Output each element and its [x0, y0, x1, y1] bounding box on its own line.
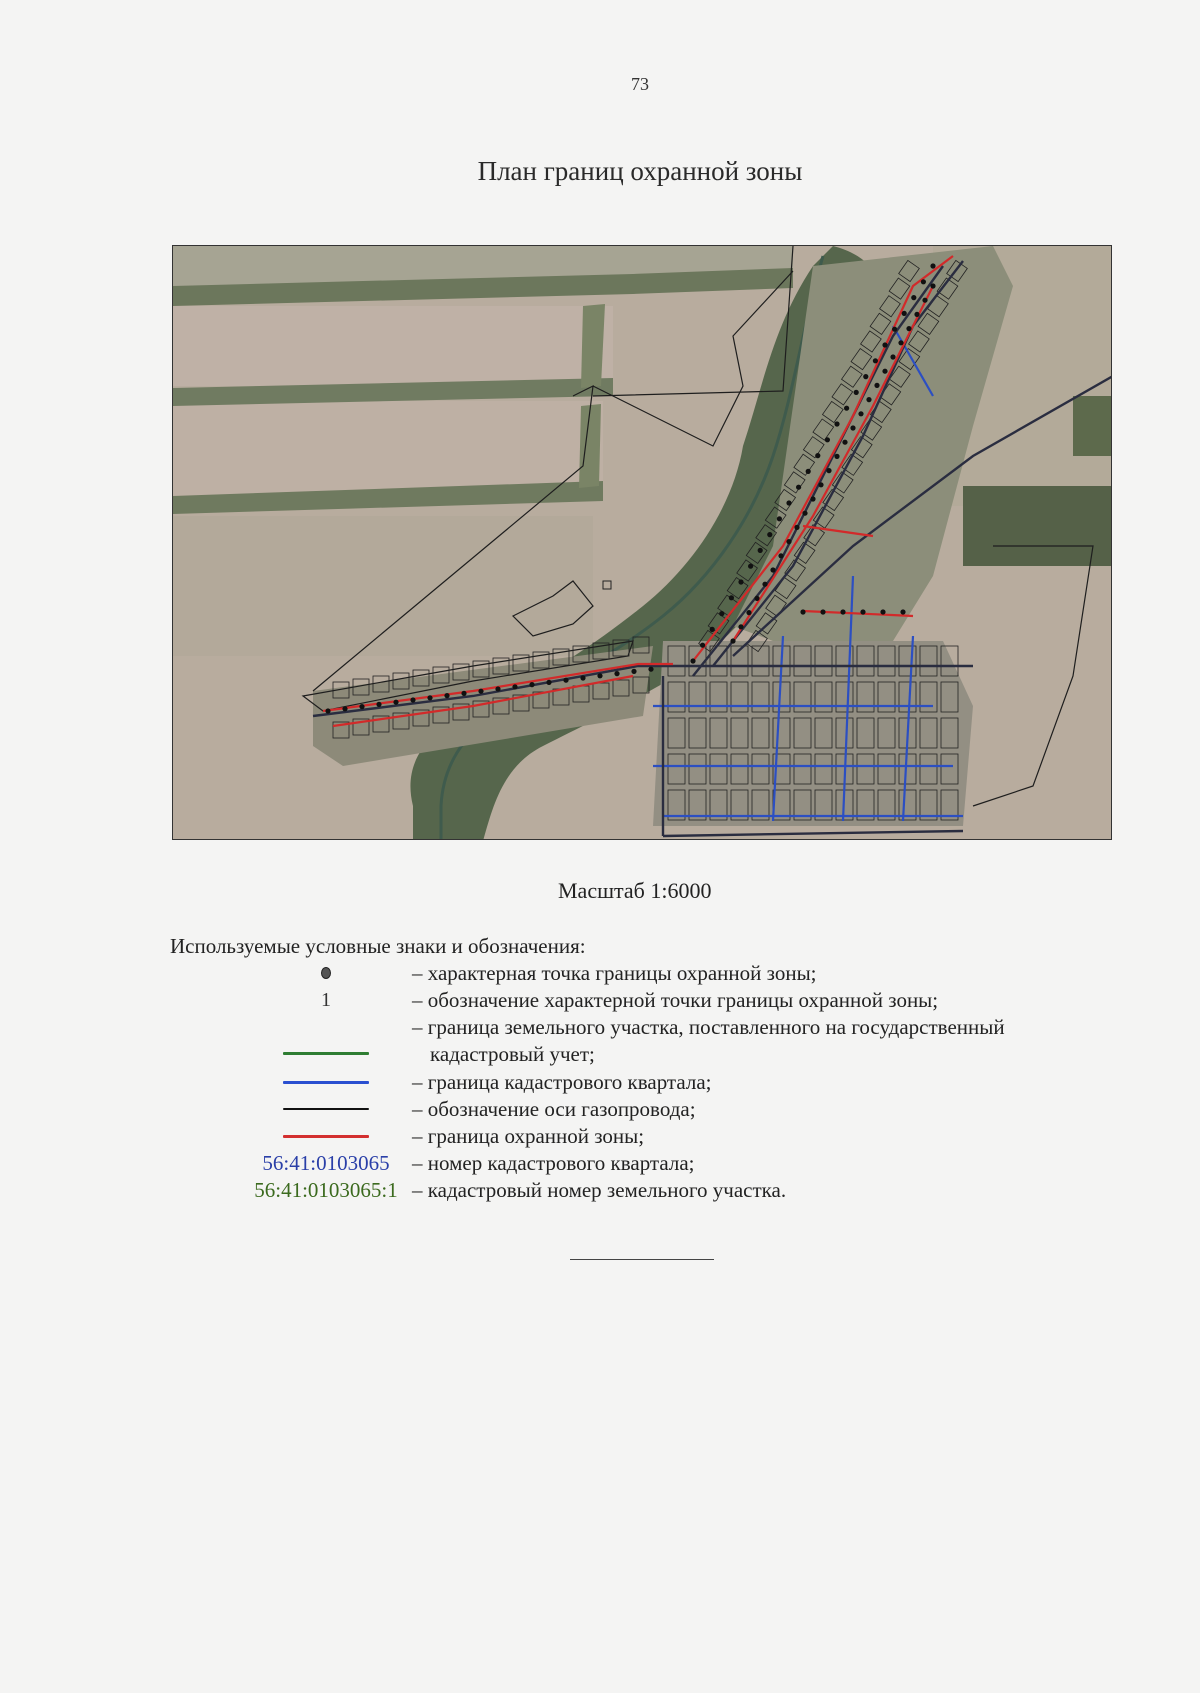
- zone-characteristic-point: [854, 390, 859, 395]
- zone-characteristic-point: [700, 643, 705, 648]
- protection-zone-map: [172, 245, 1112, 840]
- legend-item-point: [170, 960, 1170, 986]
- legend-text: – граница кадастрового квартала;: [412, 1070, 712, 1094]
- zone-characteristic-point: [444, 693, 449, 698]
- zone-characteristic-point: [730, 638, 735, 643]
- zone-characteristic-point: [738, 624, 743, 629]
- zone-characteristic-point: [914, 312, 919, 317]
- legend-heading: Используемые условные знаки и обозначения:: [170, 934, 586, 958]
- zone-characteristic-point: [922, 298, 927, 303]
- legend-item-pipeline-axis: [170, 1096, 1170, 1122]
- legend-text: – обозначение характерной точки границы охранной зоны;: [412, 988, 939, 1012]
- zone-characteristic-point: [325, 708, 330, 713]
- legend-text: – граница охранной зоны;: [412, 1124, 645, 1148]
- legend-item-protection-zone: [170, 1123, 1170, 1149]
- zone-characteristic-point: [546, 680, 551, 685]
- zone-characteristic-point: [900, 609, 905, 614]
- zone-characteristic-point: [818, 482, 823, 487]
- black-line-icon: [206, 1096, 446, 1122]
- zone-characteristic-point: [911, 295, 916, 300]
- zone-characteristic-point: [427, 695, 432, 700]
- zone-characteristic-point: [834, 454, 839, 459]
- zone-characteristic-point: [719, 611, 724, 616]
- zone-characteristic-point: [802, 511, 807, 516]
- zone-characteristic-point: [614, 671, 619, 676]
- zone-characteristic-point: [794, 525, 799, 530]
- zone-characteristic-point: [563, 678, 568, 683]
- zone-characteristic-point: [777, 516, 782, 521]
- page-number: 73: [631, 74, 649, 94]
- page-title: План границ охранной зоны: [477, 156, 803, 186]
- zone-characteristic-point: [631, 669, 636, 674]
- green-line-icon: [206, 1040, 446, 1066]
- zone-characteristic-point: [930, 263, 935, 268]
- legend-text: – характерная точка границы охранной зоны;: [412, 961, 817, 985]
- zone-characteristic-point: [786, 539, 791, 544]
- zone-characteristic-point: [863, 374, 868, 379]
- zone-characteristic-point: [800, 609, 805, 614]
- zone-characteristic-point: [844, 406, 849, 411]
- field-plowed-1: [173, 306, 613, 386]
- zone-characteristic-point: [826, 468, 831, 473]
- zone-characteristic-point: [512, 684, 517, 689]
- legend-item-point-number: [170, 987, 1170, 1013]
- zone-characteristic-point: [825, 437, 830, 442]
- blue-line-icon: [206, 1069, 446, 1095]
- zone-characteristic-point: [529, 682, 534, 687]
- zone-characteristic-point: [860, 609, 865, 614]
- zone-characteristic-point: [710, 627, 715, 632]
- legend-item-parcel-boundary: [170, 1014, 1170, 1068]
- zone-characteristic-point: [758, 548, 763, 553]
- zone-characteristic-point: [834, 421, 839, 426]
- zone-characteristic-point: [648, 667, 653, 672]
- zone-characteristic-point: [754, 596, 759, 601]
- zone-characteristic-point: [866, 397, 871, 402]
- zone-characteristic-point: [376, 702, 381, 707]
- zone-characteristic-point: [690, 658, 695, 663]
- zone-characteristic-point: [882, 342, 887, 347]
- zone-characteristic-point: [767, 532, 772, 537]
- zone-characteristic-point: [902, 311, 907, 316]
- zone-characteristic-point: [796, 485, 801, 490]
- end-divider: [570, 1259, 714, 1260]
- zone-characteristic-point: [840, 609, 845, 614]
- zone-characteristic-point: [906, 326, 911, 331]
- legend-item-quarter-number: [170, 1150, 1170, 1176]
- field-plowed-3: [173, 516, 593, 656]
- forest-east-2: [1073, 396, 1112, 456]
- zone-characteristic-point: [850, 425, 855, 430]
- zone-characteristic-point: [820, 609, 825, 614]
- zone-characteristic-point: [930, 283, 935, 288]
- zone-characteristic-point: [393, 700, 398, 705]
- zone-characteristic-point: [778, 553, 783, 558]
- zone-characteristic-point: [748, 564, 753, 569]
- zone-characteristic-point: [880, 609, 885, 614]
- legend-text: – обозначение оси газопровода;: [412, 1097, 696, 1121]
- zone-characteristic-point: [890, 354, 895, 359]
- zone-characteristic-point: [874, 383, 879, 388]
- red-line-icon: [206, 1123, 446, 1149]
- zone-characteristic-point: [892, 327, 897, 332]
- legend-text: – граница земельного участка, поставленного на государственный: [412, 1015, 1005, 1039]
- zone-characteristic-point: [810, 496, 815, 501]
- zone-characteristic-point: [842, 440, 847, 445]
- zone-characteristic-point: [873, 358, 878, 363]
- quarter-number-sample: 56:41:0103065: [262, 1150, 390, 1175]
- tree-strip-vertical: [581, 304, 605, 388]
- village-southeast: [653, 641, 973, 826]
- point-number-sample: 1: [321, 988, 331, 1011]
- zone-characteristic-point: [359, 704, 364, 709]
- zone-characteristic-point: [410, 697, 415, 702]
- zone-characteristic-point: [729, 595, 734, 600]
- zone-characteristic-point: [898, 340, 903, 345]
- legend-text: – номер кадастрового квартала;: [412, 1151, 695, 1175]
- zone-characteristic-point: [815, 453, 820, 458]
- zone-characteristic-point: [806, 469, 811, 474]
- map-scale: Масштаб 1:6000: [558, 878, 712, 903]
- zone-characteristic-point: [746, 610, 751, 615]
- zone-characteristic-point: [770, 567, 775, 572]
- zone-characteristic-point: [342, 706, 347, 711]
- legend-item-quarter-boundary: [170, 1069, 1170, 1095]
- zone-characteristic-point: [738, 579, 743, 584]
- zone-characteristic-point: [786, 500, 791, 505]
- zone-characteristic-point: [882, 369, 887, 374]
- zone-characteristic-point: [597, 673, 602, 678]
- zone-characteristic-point: [580, 675, 585, 680]
- zone-characteristic-point: [495, 686, 500, 691]
- legend-item-parcel-number: [170, 1177, 1170, 1203]
- parcel-number-sample: 56:41:0103065:1: [254, 1177, 398, 1202]
- point-marker-icon: [206, 960, 446, 986]
- zone-characteristic-point: [762, 582, 767, 587]
- tree-strip-vertical-2: [579, 404, 601, 488]
- zone-characteristic-point: [921, 279, 926, 284]
- zone-characteristic-point: [478, 689, 483, 694]
- legend-text: – кадастровый номер земельного участка.: [412, 1178, 787, 1202]
- forest-east: [963, 486, 1112, 566]
- zone-characteristic-point: [858, 411, 863, 416]
- legend-text-continued: кадастровый учет;: [430, 1042, 595, 1066]
- zone-characteristic-point: [461, 691, 466, 696]
